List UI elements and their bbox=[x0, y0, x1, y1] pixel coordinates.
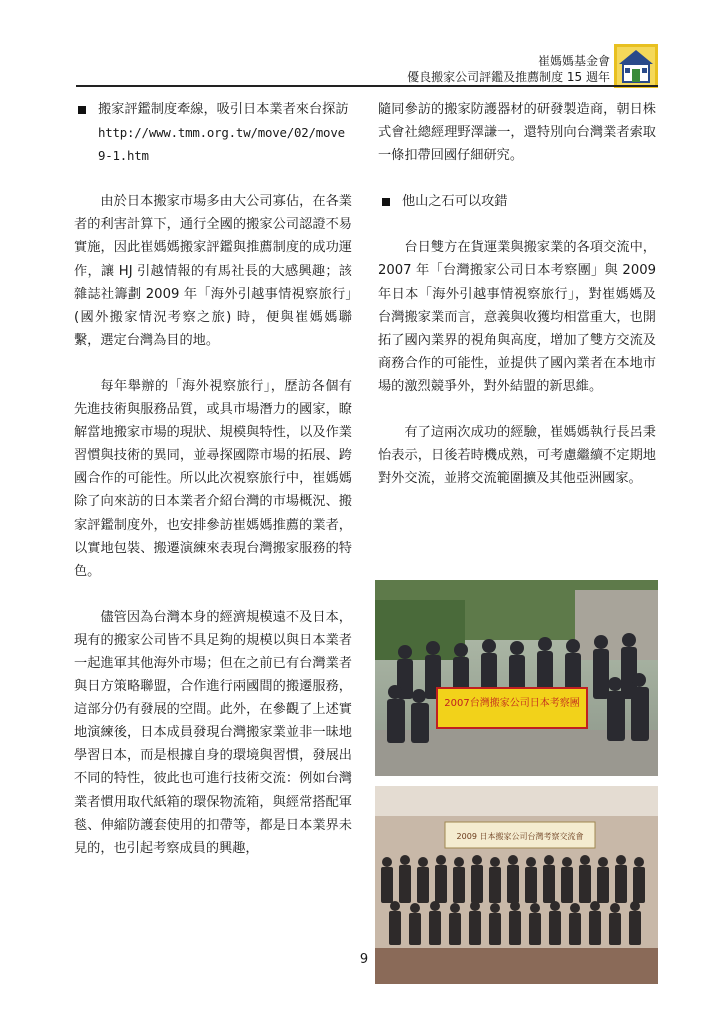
header-rule bbox=[76, 85, 658, 87]
section-title: 他山之石可以攻錯 bbox=[402, 194, 508, 210]
square-bullet-icon bbox=[78, 106, 86, 114]
paragraph: 有了這兩次成功的經驗，崔媽媽執行長呂秉怡表示，日後若時機成熟，可考慮繼續不定期地對外交流，並將交流範圍擴及其他亞洲國家。 bbox=[378, 425, 656, 487]
right-column bbox=[378, 98, 656, 490]
paragraph: 隨同參訪的搬家防護器材的研發製造商，朝日株式會社總經理野澤謙一，還特別向台灣業者索取一條扣帶回國仔細研究。 bbox=[378, 102, 656, 164]
house-logo-icon bbox=[614, 44, 658, 88]
banner-text: 2007台灣搬家公司日本考察團 bbox=[444, 698, 580, 709]
section-title: 搬家評鑑制度牽線，吸引日本業者來台探訪 bbox=[98, 102, 349, 117]
reference-link[interactable]: http://www.tmm.org.tw/move/02/move9-1.htm bbox=[98, 125, 345, 164]
square-bullet-icon bbox=[382, 198, 390, 206]
section-heading bbox=[74, 98, 352, 167]
banner-text: 2009 日本搬家公司台灣考察交流會 bbox=[456, 832, 584, 841]
header-org: 崔媽媽基金會 bbox=[537, 54, 610, 68]
page-number: 9 bbox=[359, 952, 369, 967]
paragraph: 台日雙方在貨運業與搬家業的各項交流中，2007 年「台灣搬家公司日本考察團」與 2009 年日本「海外引越事情視察旅行」，對崔媽媽及台灣搬家業而言，意義與收獲均相當重大，也開拓了國內業界的視角與高度，增加了雙方交流及商務合作的可能性，並提供了國內業者在本地市場的激烈競爭外，對外結盟的新思維。 bbox=[378, 240, 656, 394]
header-subtitle: 優良搬家公司評鑑及推薦制度 15 週年 bbox=[407, 70, 610, 84]
paragraph: 每年舉辦的「海外視察旅行」，歷訪各個有先進技術與服務品質，或具市場潛力的國家，瞭解當地搬家市場的現狀、規模與特性，以及作業習慣與技術的異同，並尋探國際市場的拓展、跨國合作的可能性。所以此次視察旅行中，崔媽媽除了向來訪的日本業者介紹台灣的市場概況、搬家評鑑制度外，也安排參訪崔媽媽推薦的業者，以實地包裝、搬遷演練來表現台灣搬家服務的特色。 bbox=[74, 378, 352, 579]
left-column bbox=[74, 98, 352, 860]
page-header bbox=[0, 0, 728, 92]
paragraph: 儘管因為台灣本身的經濟規模遠不及日本，現有的搬家公司皆不具足夠的規模以與日本業者一起進軍其他海外市場；但在之前已有台灣業者與日方策略聯盟，合作進行兩國間的搬遷服務，這部分仍有發展的空間。此外，在參觀了上述實地演練後，日本成員發現台灣搬家業並非一昧地學習日本，而是根據自身的環境與習慣，發展出不同的特性，彼此也可進行技術交流：例如台灣業者慣用取代紙箱的環保物流箱，與經常搭配軍毯、伸縮防護套使用的扣帶等，都是日本業界未見的，也引起考察成員的興趣， bbox=[74, 609, 352, 856]
paragraph: 由於日本搬家市場多由大公司寡佔，在各業者的利害計算下，通行全國的搬家公司認證不易實施，因此崔媽媽搬家評鑑與推薦制度的成功運作，讓 HJ 引越情報的有馬社長的大感興趣；該雜誌社籌劃 2009 年「海外引越事情視察旅行」(國外搬家情況考察之旅) 時，便與崔媽媽聯繫，選定台灣為目的地。 bbox=[74, 194, 352, 348]
group-photo-japan bbox=[375, 580, 658, 776]
section-heading bbox=[378, 190, 656, 213]
